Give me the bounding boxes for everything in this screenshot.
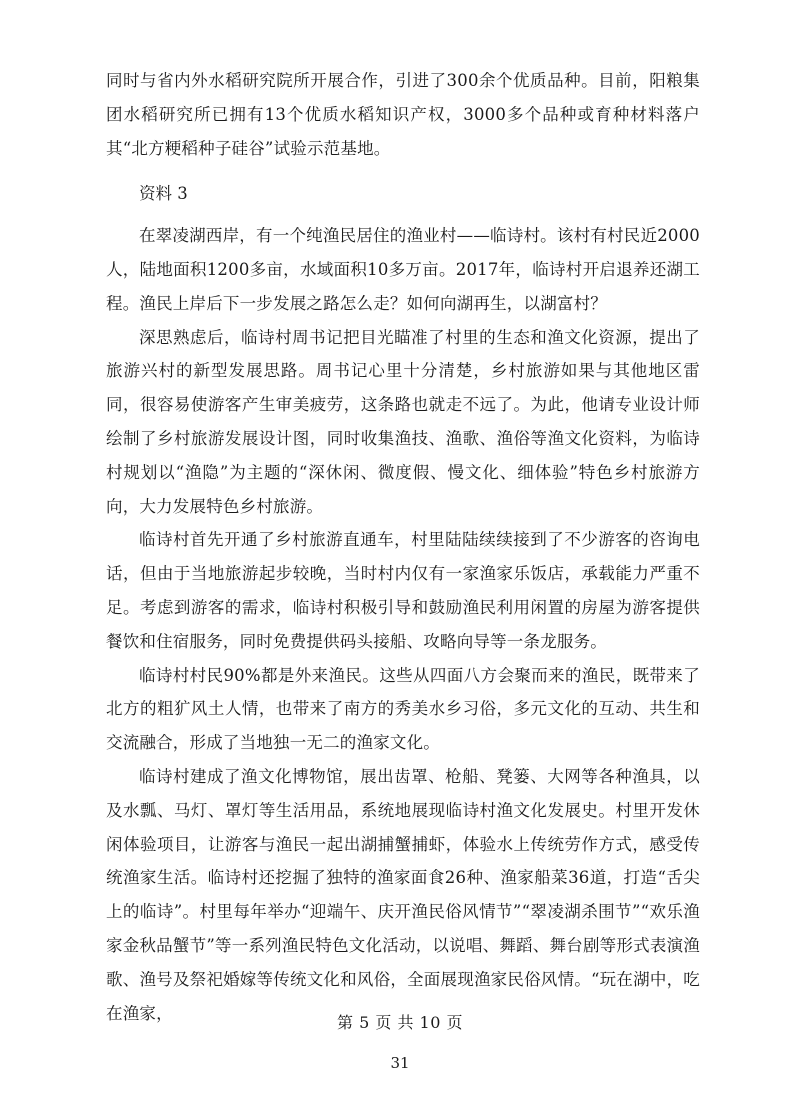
intro-paragraph: 同时与省内外水稻研究院所开展合作，引进了300余个优质品种。目前，阳粮集团水稻研究所已拥有13个优质水稻知识产权，3000多个品种或育种材料落户其“北方粳稻种子硅谷”试验示范基地。 bbox=[106, 71, 700, 158]
page-indicator: 第 5 页 共 10 页 bbox=[337, 1013, 463, 1032]
page-number: 31 bbox=[390, 1054, 410, 1072]
body-paragraph: 临诗村建成了渔文化博物馆，展出齿罩、枪船、凳篓、大网等各种渔具，以及水瓢、马灯、罩灯等生活用品，系统地展现临诗村渔文化发展史。村里开发休闲体验项目，让游客与渔民一起出湖捕蟹捕虾，体验水上传统劳作方式，感受传统渔家生活。临诗村还挖掘了独特的渔家面食26种、渔家船菜36道，打造“舌尖上的临诗”。村里每年举办“迎端午、庆开渔民俗风情节”“翠凌湖杀围节”“欢乐渔家金秋品蟹节”等一系列渔民特色文化活动，以说唱、舞蹈、舞台剧等形式表演渔歌、渔号及祭祀婚嫁等传统文化和风俗，全面展现渔家民俗风情。“玩在湖中，吃在渔家， bbox=[106, 766, 700, 1023]
body-paragraph: 临诗村村民90%都是外来渔民。这些从四面八方会聚而来的渔民，既带来了北方的粗犷风土人情，也带来了南方的秀美水乡习俗，多元文化的互动、共生和交流融合，形成了当地独一无二的渔家文化。 bbox=[106, 665, 700, 753]
body-paragraph: 在翠凌湖西岸，有一个纯渔民居住的渔业村——临诗村。该村有村民近2000人，陆地面积1200多亩，水域面积10多万亩。2017年，临诗村开启退养还湖工程。渔民上岸后下一步发展之路怎么走？如何向湖再生，以湖富村？ bbox=[106, 226, 700, 313]
body-paragraph: 临诗村首先开通了乡村旅游直通车，村里陆陆续续接到了不少游客的咨询电话，但由于当地旅游起步较晚，当时村内仅有一家渔家乐饭店，承载能力严重不足。考虑到游客的需求，临诗村积极引导和鼓励渔民利用闲置的房屋为游客提供餐饮和住宿服务，同时免费提供码头接船、攻略向导等一条龙服务。 bbox=[106, 530, 700, 651]
body-paragraph: 深思熟虑后，临诗村周书记把目光瞄准了村里的生态和渔文化资源，提出了旅游兴村的新型发展思路。周书记心里十分清楚，乡村旅游如果与其他地区雷同，很容易使游客产生审美疲劳，这条路也就走不远了。为此，他请专业设计师绘制了乡村旅游发展设计图，同时收集渔技、渔歌、渔俗等渔文化资料，为临诗村规划以“渔隐”为主题的“深休闲、微度假、慢文化、细体验”特色乡村旅游方向，大力发展特色乡村旅游。 bbox=[106, 327, 700, 516]
section-heading: 资料 3 bbox=[139, 184, 188, 204]
document-body bbox=[106, 64, 700, 1030]
